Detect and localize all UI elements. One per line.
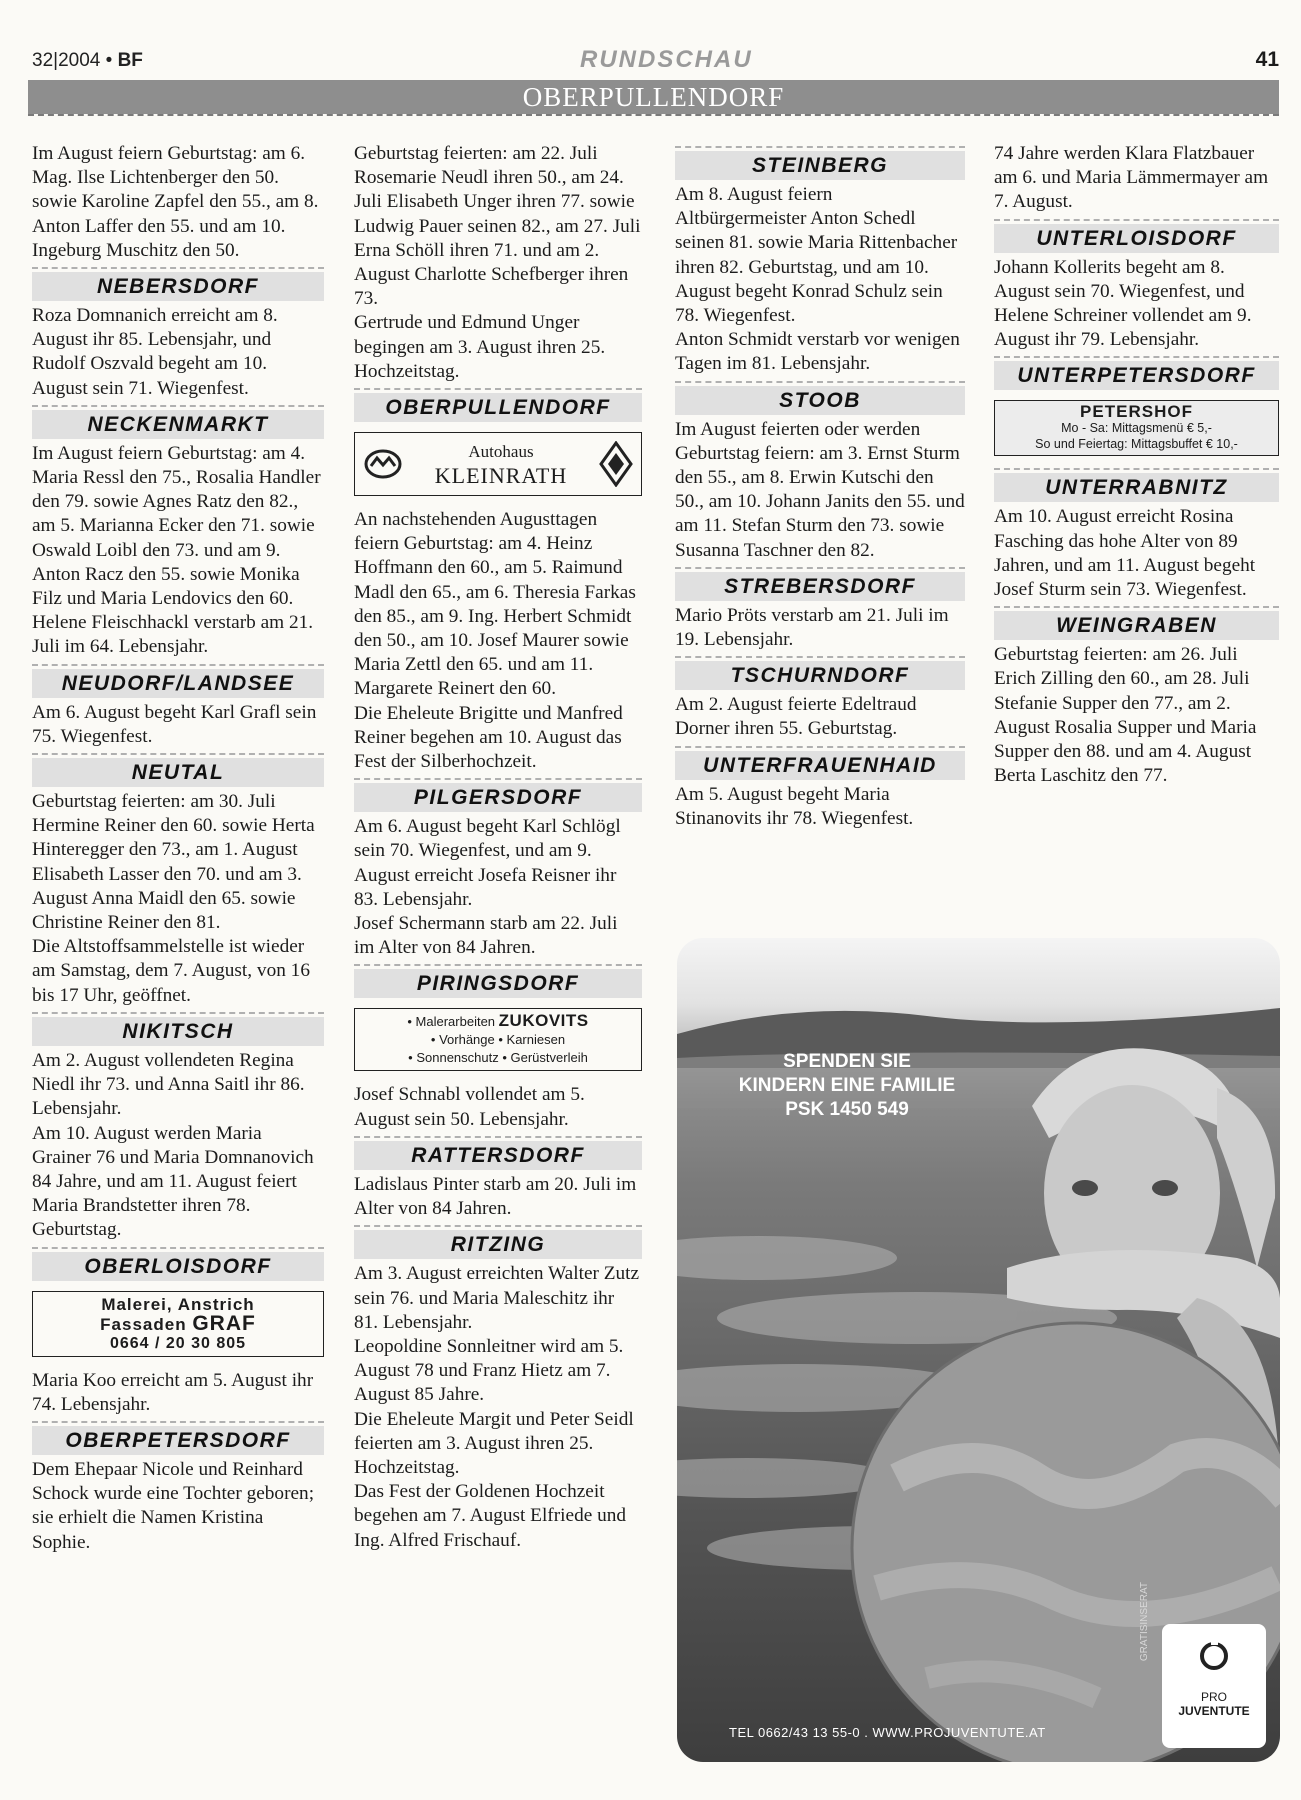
article-text: Im August feiern Geburtstag: am 4. Maria Ressl den 75., Rosalia Handler den 79. sowie Agnes Ratz den 82., am 5. Marianna Ecker den 71. sowie Oswald Loibl den 73. und am 9. Anton Racz den 55. sowie Monika Filz und Maria Lendovics den 60. (32, 442, 321, 610)
ad-line: Malerei, Anstrich (101, 1294, 255, 1314)
article-text: Josef Schnabl vollendet am 5. August sein 50. Lebensjahr. (354, 1084, 585, 1130)
section-heading: NEUDORF/LANDSEE (32, 669, 324, 698)
column-2 (354, 142, 642, 1553)
logo-text: PRO (1200, 1690, 1227, 1704)
ad-phone: 0664 / 20 30 805 (109, 1334, 247, 1352)
section-heading: STOOB (675, 386, 965, 415)
ad-contact-footer: TEL 0662/43 13 55-0 . WWW.PROJUVENTUTE.AT (729, 1725, 1046, 1740)
ad-brand: KLEINRATH (434, 463, 568, 489)
ad-line: So und Feiertag: Mittagsbuffet € 10,- (1035, 437, 1238, 452)
article-text: Die Eheleute Brigitte und Manfred Reiner begehen am 10. August das Fest der Silberhochzeit. (354, 702, 623, 773)
issue-info (32, 50, 143, 72)
ad-credit: GRATISINSERAT (1139, 1582, 1150, 1662)
section-unterloisdorf (994, 219, 1279, 253)
article-text: Das Fest der Goldenen Hochzeit begehen am 7. August Elfriede und Ing. Alfred Frischauf. (354, 1481, 627, 1551)
ad-text: Fassaden (100, 1314, 187, 1334)
article-text: Helene Fleischhackl verstarb am 21. Juli im 64. Lebensjahr. (32, 612, 314, 658)
section-unterrabnitz (994, 468, 1279, 502)
ad-autohaus-kleinrath (354, 432, 642, 496)
renault-logo-icon (599, 441, 633, 487)
article-text: Am 10. August erreicht Rosina Fasching das hohe Alter von 89 Jahren, und am 11. August begeht Josef Sturm sein 73. Wiegenfest. (994, 506, 1256, 601)
section-heading: OBERPULLENDORF (354, 393, 642, 422)
article-text: Geburtstag feierten: am 22. Juli Rosemarie Neudl ihren 50., am 24. Juli Elisabeth Unger ihren 77. sowie Ludwig Pauer seinen 82., am 27. Juli Erna Schöll ihren 71. und am 2. August Charlotte Schefberger ihren 73. (354, 143, 641, 310)
banner-divider (28, 114, 1279, 116)
ad-line (359, 1012, 637, 1031)
brand-name: BF (117, 50, 143, 71)
ad-malerei-graf (32, 1291, 324, 1357)
article-text: 74 Jahre werden Klara Flatzbauer am 6. und Maria Lämmermayer am 7. August. (994, 143, 1269, 213)
article-text: Am 3. August erreichten Walter Zutz sein 76. und Maria Maleschitz ihr 81. Lebensjahr. (354, 1263, 640, 1333)
article-text: Anton Schmidt verstarb vor wenigen Tagen im 81. Lebensjahr. (675, 329, 960, 375)
article-text: Geburtstag feierten: am 26. Juli Erich Zilling den 60., am 28. Juli Stefanie Supper den 77., am 2. August Rosalia Supper und Maria Supper den 88. und am 4. August Berta Laschitz den 77. (994, 644, 1257, 787)
section-heading: UNTERRABNITZ (994, 473, 1279, 502)
section-heading: RITZING (354, 1230, 642, 1259)
ad-line: Mo - Sa: Mittagsmenü € 5,- (1061, 421, 1212, 436)
section-heading: RATTERSDORF (354, 1141, 642, 1170)
ad-brand: ZUKOVITS (498, 1011, 589, 1031)
ad-zukovits (354, 1008, 642, 1071)
charity-ad-pro-juventute (677, 938, 1280, 1762)
section-heading: NIKITSCH (32, 1017, 324, 1046)
ad-brand: GRAF (192, 1311, 256, 1335)
article-intro: Im August feiern Geburtstag: am 6. Mag. Ilse Lichtenberger den 50. sowie Karoline Zapfel den 55., am 8. Anton Laffer den 55. und am 10. Ingeburg Muschitz den 50. (32, 143, 319, 261)
page-number: 41 (1255, 48, 1279, 71)
logo-circle-icon (1200, 1642, 1228, 1670)
article-text: Roza Domnanich erreicht am 8. August ihr 85. Lebensjahr, und Rudolf Oszvald begeht am 10. August sein 71. Wiegenfest. (32, 305, 278, 399)
section-piringsdorf (354, 964, 642, 998)
section-heading: UNTERFRAUENHAID (675, 751, 965, 780)
section-heading: OBERPETERSDORF (32, 1426, 324, 1455)
section-pilgersdorf (354, 778, 642, 812)
section-steinberg (675, 146, 965, 180)
article-text: An nachstehenden Augusttagen feiern Geburtstag: am 4. Heinz Hoffmann den 60., am 5. Raimund Madl den 65., am 6. Theresia Farkas den 85., am 9. Ing. Herbert Schmidt den 50., am 10. Josef Maurer sowie Maria Zettl den 65. und am 11. Margarete Reinert den 60. (354, 509, 636, 700)
section-stoob (675, 381, 965, 415)
section-heading: UNTERPETERSDORF (994, 361, 1279, 390)
ad-text-block (435, 440, 567, 488)
section-heading: NEBERSDORF (32, 272, 324, 301)
section-heading: WEINGRABEN (994, 611, 1279, 640)
section-tschurndorf (675, 656, 965, 690)
bullet: • (105, 50, 113, 71)
article-text: Die Altstoffsammelstelle ist wieder am Samstag, dem 7. August, von 16 bis 17 Uhr, geöffnet. (32, 936, 310, 1006)
article-text: Am 8. August feiern Altbürgermeister Anton Schedl seinen 81. sowie Maria Rittenbacher ihren 82. Geburtstag, und am 10. August begeht Konrad Schulz sein 78. Wiegenfest. (675, 184, 958, 327)
region-banner: OBERPULLENDORF (28, 80, 1279, 114)
article-text: Johann Kollerits begeht am 8. August sein 70. Wiegenfest, und Helene Schreiner vollendet am 9. August ihr 79. Lebensjahr. (994, 256, 1252, 351)
section-heading: OBERLOISDORF (32, 1252, 324, 1281)
article-text: Im August feierten oder werden Geburtstag feiern: am 3. Ernst Sturm den 55., am 8. Erwin Kutschi den 50., am 10. Johann Janits den 55. und am 11. Stefan Sturm den 73. sowie Susanna Taschner den 82. (675, 418, 965, 561)
ad-slogan-line: SPENDEN SIE (783, 1051, 911, 1072)
ad-slogan (717, 1050, 977, 1122)
section-unterfrauenhaid (675, 746, 965, 780)
section-oberpetersdorf (32, 1421, 324, 1455)
ad-line: • Sonnenschutz • Gerüstverleih (408, 1050, 588, 1066)
section-unterpetersdorf (994, 356, 1279, 390)
article-text: Gertrude und Edmund Unger begingen am 3. August ihren 25. Hochzeitstag. (354, 312, 606, 382)
section-heading: TSCHURNDORF (675, 661, 965, 690)
section-weingraben (994, 606, 1279, 640)
section-neckenmarkt (32, 405, 324, 439)
article-text: Ladislaus Pinter starb am 20. Juli im Alter von 84 Jahren. (354, 1173, 637, 1220)
section-oberloisdorf (32, 1247, 324, 1281)
article-text: Am 5. August begeht Maria Stinanovits ihr 78. Wiegenfest. (675, 783, 914, 829)
article-text: Am 6. August begeht Karl Schlögl sein 70. Wiegenfest, und am 9. August erreicht Josefa Reisner ihr 83. Lebensjahr. (354, 816, 621, 910)
article-text: Am 10. August werden Maria Grainer 76 und Maria Domnanovich 84 Jahre, und am 11. August feiert Maria Brandstetter ihren 78. Geburtstag. (32, 1122, 314, 1241)
section-neutal (32, 753, 324, 787)
section-heading: NECKENMARKT (32, 410, 324, 439)
article-text: Am 2. August vollendeten Regina Niedl ihr 73. und Anna Saitl ihr 86. Lebensjahr. (32, 1049, 305, 1120)
section-strebersdorf (675, 567, 965, 601)
article-text: Am 6. August begeht Karl Grafl sein 75. Wiegenfest. (32, 701, 317, 747)
logo-text: JUVENTUTE (1178, 1704, 1250, 1718)
section-nikitsch (32, 1012, 324, 1046)
ad-petershof (994, 400, 1279, 456)
ad-label: Autohaus (468, 441, 534, 461)
section-heading: PIRINGSDORF (354, 969, 642, 998)
article-text: Geburtstag feierten: am 30. Juli Hermine Reiner den 60. sowie Herta Hinteregger den 73., am 1. August Elisabeth Lasser den 70. und am 3. August Anna Maidl den 65. sowie Christine Reiner den 81. (32, 791, 315, 934)
mazda-logo-icon (363, 448, 403, 480)
article-text: Dem Ehepaar Nicole und Reinhard Schock wurde eine Tochter geboren; sie erhielt die Namen Kristina Sophie. (32, 1458, 315, 1553)
section-ritzing (354, 1225, 642, 1259)
section-heading: STEINBERG (675, 151, 965, 180)
article-text: Leopoldine Sonnleitner wird am 5. August 78 und Franz Hietz am 7. August 85 Jahre. (354, 1335, 624, 1406)
article-text: Josef Schermann starb am 22. Juli im Alter von 84 Jahren. (354, 913, 618, 959)
issue-number: 32|2004 (32, 50, 101, 71)
section-rattersdorf (354, 1136, 642, 1170)
ad-brand: PETERSHOF (1080, 402, 1193, 422)
section-heading: UNTERLOISDORF (994, 224, 1279, 253)
section-heading: PILGERSDORF (354, 783, 642, 812)
ad-slogan-line: PSK 1450 549 (785, 1099, 909, 1120)
column-4 (994, 142, 1279, 788)
section-heading: NEUTAL (32, 758, 324, 787)
article-text: Maria Koo erreicht am 5. August ihr 74. Lebensjahr. (32, 1369, 314, 1415)
article-text: Am 2. August feierte Edeltraud Dorner ihren 55. Geburtstag. (675, 694, 917, 740)
pro-juventute-logo (1162, 1624, 1266, 1748)
section-oberpullendorf (354, 388, 642, 422)
section-neudorf-landsee (32, 664, 324, 698)
column-1 (32, 142, 324, 1555)
ad-slogan-line: KINDERN EINE FAMILIE (738, 1075, 956, 1096)
article-text: Mario Pröts verstarb am 21. Juli im 19. Lebensjahr. (675, 604, 949, 651)
section-heading: STREBERSDORF (675, 572, 965, 601)
ad-text: • Malerarbeiten (407, 1014, 496, 1030)
ad-line (37, 1311, 319, 1335)
section-title: RUNDSCHAU (580, 46, 753, 73)
article-text: Die Eheleute Margit und Peter Seidl feierten am 3. August ihren 25. Hochzeitstag. (354, 1408, 634, 1478)
column-3 (675, 142, 965, 831)
ad-line: • Vorhänge • Karniesen (430, 1032, 566, 1048)
section-nebersdorf (32, 267, 324, 301)
